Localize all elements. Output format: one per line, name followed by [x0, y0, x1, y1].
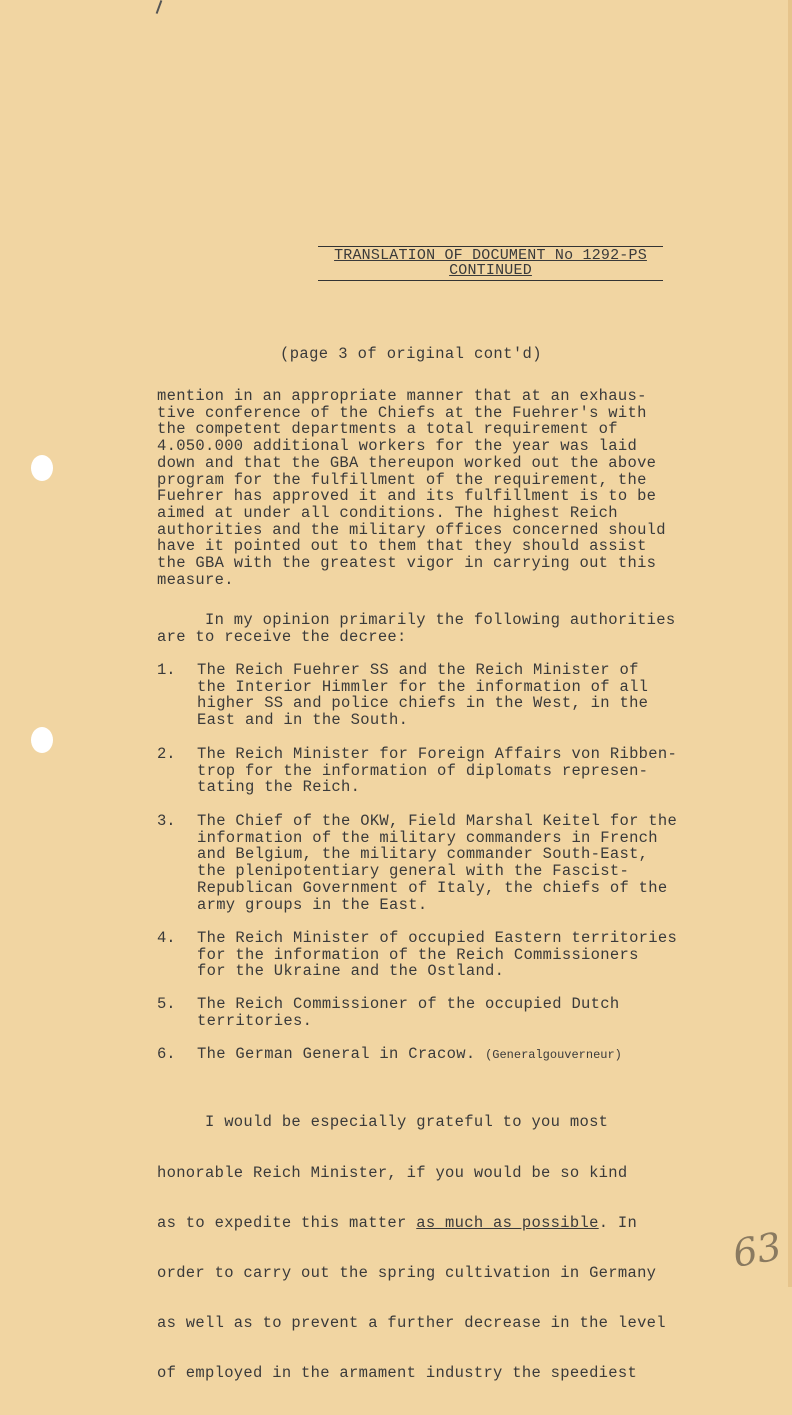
closing-line-1: I would be especially grateful to you most — [157, 1113, 609, 1132]
closing-line-4: order to carry out the spring cultivation in Germany — [157, 1263, 657, 1282]
punch-hole-top — [31, 455, 53, 481]
list-item-4: The Reich Minister of occupied Eastern territories for the information of the Reich Commissioners for the Ukraine and the Ostland. — [197, 929, 678, 981]
list-number-4: 4. — [157, 929, 176, 947]
list-number-3: 3. — [157, 812, 176, 830]
list-item-2: The Reich Minister for Foreign Affairs von Ribben- trop for the information of diplomats represen- tating the Reich. — [197, 745, 678, 797]
list-number-6: 6. — [157, 1045, 176, 1063]
pen-mark — [156, 0, 163, 14]
punch-hole-bottom — [31, 727, 53, 753]
list-number-1: 1. — [157, 661, 176, 679]
list-number-5: 5. — [157, 995, 176, 1013]
closing-line-6: of employed in the armament industry the speediest — [157, 1363, 638, 1382]
closing-line-3 — [157, 1215, 717, 1232]
document-heading — [318, 246, 663, 281]
paragraph-1: mention in an appropriate manner that at an exhaus- tive conference of the Chiefs at the Fuehrer's with the competent departments a total requirement of 4.050.000 additional workers for the year was laid down and that the GBA thereupon worked out the above program for the fulfillment of the requirement, the Fuehrer has approved it and its fulfillment is to be aimed at under all conditions. The highest Reich authorities and the military offices concerned should have it pointed out to them that they should assist the GBA with the greatest vigor in carrying out this measure. — [157, 387, 666, 589]
page-reference: (page 3 of original cont'd) — [280, 345, 542, 363]
closing-line-3-end: . In — [598, 1213, 638, 1232]
list-item-6 — [197, 1046, 717, 1064]
closing-line-3-start: as to expedite this matter — [157, 1213, 417, 1232]
closing-underlined-phrase: as much as possible — [416, 1213, 599, 1232]
closing-paragraph — [157, 1081, 717, 1415]
list-item-1: The Reich Fuehrer SS and the Reich Minister of the Interior Himmler for the information of all higher SS and police chiefs in the West, in the East and in the South. — [197, 661, 649, 730]
heading-line-2: CONTINUED — [449, 262, 532, 279]
paragraph-2: In my opinion primarily the following authorities are to receive the decree: — [157, 611, 676, 646]
list-item-5: The Reich Commissioner of the occupied Dutch territories. — [197, 995, 620, 1030]
handwritten-page-number: 63 — [729, 1224, 785, 1276]
list-item-6-text: The German General in Cracow. — [197, 1045, 476, 1063]
closing-line-2: honorable Reich Minister, if you would be so kind — [157, 1163, 628, 1182]
list-item-6-note: (Generalgouverneur) — [485, 1048, 622, 1062]
page-edge — [788, 0, 792, 1287]
list-number-2: 2. — [157, 745, 176, 763]
heading-line-1: TRANSLATION OF DOCUMENT No 1292-PS — [334, 247, 647, 264]
list-item-3: The Chief of the OKW, Field Marshal Keitel for the information of the military commanders in French and Belgium, the military commander South-East, the plenipotentiary general with the Fascist- Republican Government of Italy, the chiefs of the army groups in the East. — [197, 812, 678, 914]
closing-line-5: as well as to prevent a further decrease in the level — [157, 1313, 666, 1332]
